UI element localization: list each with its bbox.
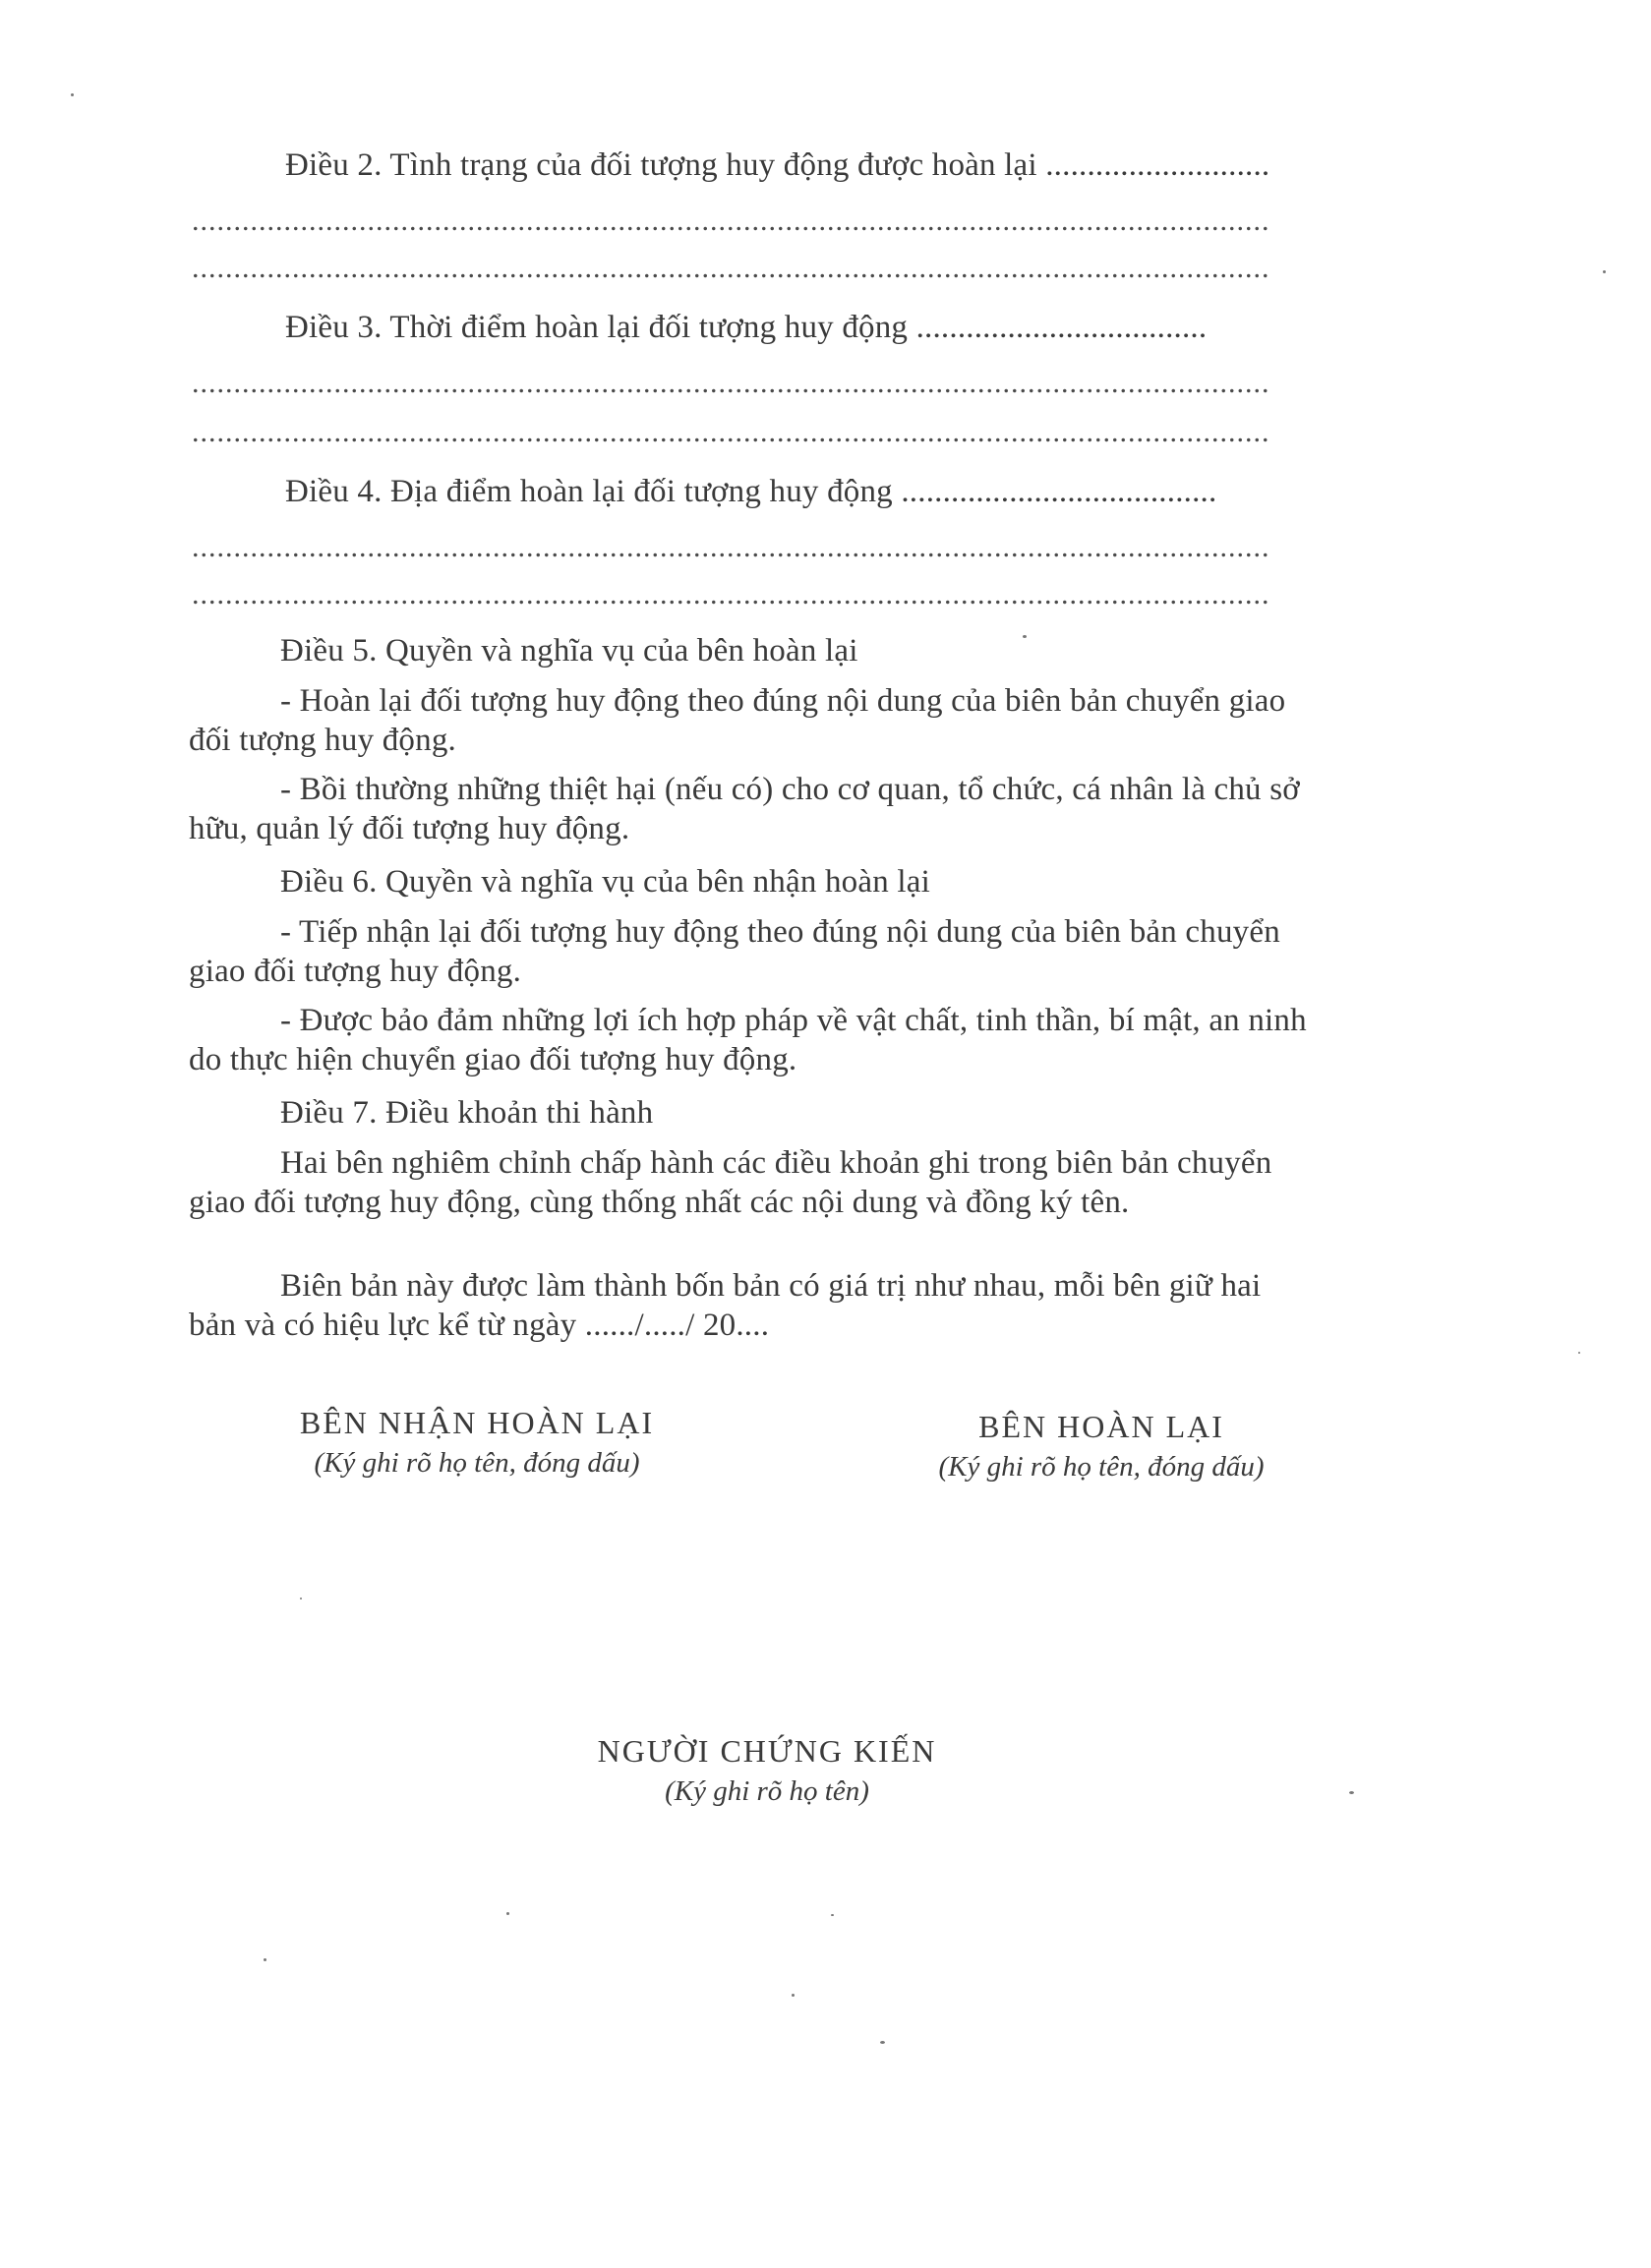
- scan-speck: [506, 1912, 509, 1915]
- receiver-signature-note: (Ký ghi rõ họ tên, đóng dấu): [314, 1447, 640, 1479]
- article-5-item-1-line-1: - Hoàn lại đối tượng huy động theo đúng nội dung của biên bản chuyển giao: [280, 683, 1286, 719]
- article-3-heading-line: [285, 308, 1207, 347]
- article-2-fill-line-1: .................................................................................................................................: [192, 204, 1270, 237]
- article-2-heading-line: [285, 145, 1269, 185]
- scan-speck: [1578, 1352, 1580, 1354]
- article-3-trailing-dots: ...................................: [915, 310, 1208, 345]
- closing-line-1: Biên bản này được làm thành bốn bản có giá trị như nhau, mỗi bên giữ hai: [280, 1268, 1262, 1304]
- article-6-item-1-line-1: - Tiếp nhận lại đối tượng huy động theo đúng nội dung của biên bản chuyển: [280, 914, 1280, 950]
- article-4-heading: Điều 4. Địa điểm hoàn lại đối tượng huy động: [285, 474, 893, 509]
- scan-speck: [880, 2041, 885, 2044]
- article-2-trailing-dots: ...........................: [1045, 147, 1270, 183]
- article-6-heading: Điều 6. Quyền và nghĩa vụ của bên nhận hoàn lại: [280, 864, 930, 900]
- article-6-item-2-line-2: do thực hiện chuyển giao đối tượng huy động.: [189, 1042, 797, 1077]
- article-4-fill-line-1: .................................................................................................................................: [192, 531, 1270, 563]
- article-6-item-2-line-1: - Được bảo đảm những lợi ích hợp pháp về vật chất, tinh thần, bí mật, an ninh: [280, 1003, 1307, 1038]
- article-7-para-line-1: Hai bên nghiêm chỉnh chấp hành các điều khoản ghi trong biên bản chuyển: [280, 1145, 1272, 1181]
- scan-speck: [831, 1914, 834, 1916]
- article-4-fill-line-2: .................................................................................................................................: [192, 578, 1270, 611]
- article-6-item-1-line-2: giao đối tượng huy động.: [189, 954, 522, 989]
- receiver-signature-title: BÊN NHẬN HOÀN LẠI: [299, 1405, 655, 1440]
- article-3-fill-line-1: .................................................................................................................................: [192, 367, 1270, 399]
- returner-signature-note: (Ký ghi rõ họ tên, đóng dấu): [938, 1451, 1265, 1483]
- article-4-heading-line: [285, 472, 1216, 511]
- article-5-item-2-line-2: hữu, quản lý đối tượng huy động.: [189, 811, 630, 846]
- scan-speck: [264, 1958, 266, 1961]
- witness-signature-title: NGƯỜI CHỨNG KIẾN: [597, 1733, 937, 1769]
- witness-signature-note: (Ký ghi rõ họ tên): [665, 1775, 869, 1807]
- article-2-heading: Điều 2. Tình trạng của đối tượng huy động được hoàn lại: [285, 147, 1037, 183]
- scan-speck: [71, 93, 74, 96]
- article-3-heading: Điều 3. Thời điểm hoàn lại đối tượng huy động: [285, 310, 909, 345]
- scan-speck: [1603, 270, 1606, 273]
- scan-speck: [1023, 635, 1027, 638]
- article-4-trailing-dots: ......................................: [901, 474, 1217, 509]
- scan-speck: [792, 1994, 795, 1997]
- article-2-fill-line-2: .................................................................................................................................: [192, 252, 1270, 284]
- article-5-item-2-line-1: - Bồi thường những thiệt hại (nếu có) cho cơ quan, tổ chức, cá nhân là chủ sở: [280, 772, 1300, 807]
- article-7-heading: Điều 7. Điều khoản thi hành: [280, 1095, 654, 1131]
- article-3-fill-line-2: .................................................................................................................................: [192, 416, 1270, 448]
- returner-signature-title: BÊN HOÀN LẠI: [978, 1409, 1224, 1444]
- closing-line-2: bản và có hiệu lực kể từ ngày ....../...../ 20....: [189, 1308, 770, 1343]
- article-5-heading: Điều 5. Quyền và nghĩa vụ của bên hoàn lại: [280, 633, 858, 669]
- scan-speck: [300, 1598, 302, 1599]
- scan-speck: [1349, 1791, 1354, 1794]
- article-5-item-1-line-2: đối tượng huy động.: [189, 723, 456, 758]
- article-7-para-line-2: giao đối tượng huy động, cùng thống nhất các nội dung và đồng ký tên.: [189, 1185, 1130, 1220]
